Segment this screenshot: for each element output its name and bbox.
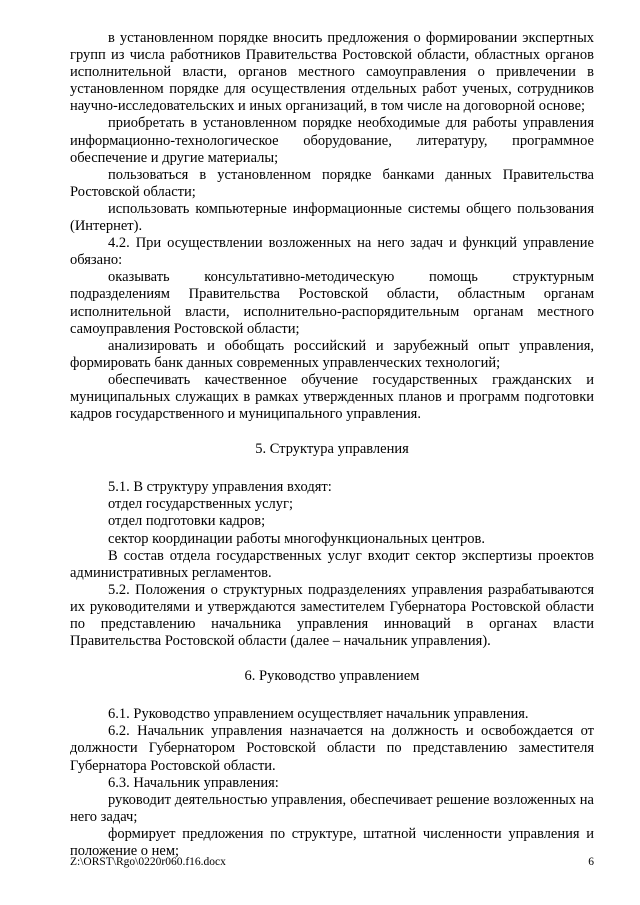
- paragraph: приобретать в установленном порядке необходимые для работы управления информационно-технологическое оборудование, литературу, программное обеспечение и другие материалы;: [70, 115, 594, 166]
- paragraph: 5.2. Положения о структурных подразделениях управления разрабатываются их руководителями и утверждаются заместителем Губернатора Ростовской области по представлению начальника управления инноваций в органах власти Правительства Ростовской области (далее – начальник управления).: [70, 581, 594, 650]
- paragraph: отдел государственных услуг;: [108, 496, 293, 513]
- paragraph: сектор координации работы многофункциональных центров.: [108, 530, 485, 547]
- paragraph: 6.3. Начальник управления:: [108, 774, 279, 791]
- section-heading: 5. Структура управления: [255, 441, 409, 458]
- paragraph: анализировать и обобщать российский и зарубежный опыт управления, формировать банк данных современных управленческих технологий;: [70, 337, 594, 371]
- paragraph: 6.1. Руководство управлением осуществляет начальник управления.: [108, 706, 529, 723]
- footer-file-path: Z:\ORST\Rgo\0220r060.f16.docx: [70, 856, 226, 868]
- paragraph: 5.1. В структуру управления входят:: [108, 479, 332, 496]
- paragraph: использовать компьютерные информационные системы общего пользования (Интернет).: [70, 200, 594, 235]
- paragraph: формирует предложения по структуре, штатной численности управления и положение о нем;: [70, 825, 594, 860]
- paragraph: пользоваться в установленном порядке банками данных Правительства Ростовской области;: [70, 166, 594, 200]
- paragraph: оказывать консультативно-методическую помощь структурным подразделениям Правительства Ростовской области, областным органам исполнительной власти, исполнительно-распорядительным органам местного самоуправления Ростовской области;: [70, 269, 594, 337]
- paragraph: руководит деятельностью управления, обеспечивает решение возложенных на него задач;: [70, 791, 594, 825]
- paragraph: 4.2. При осуществлении возложенных на него задач и функций управление обязано:: [70, 235, 594, 269]
- paragraph: в установленном порядке вносить предложения о формировании экспертных групп из числа работников Правительства Ростовской области, областных органов исполнительной власти, органов местного самоуправления о привлечении в установленном порядке для осуществления отдельных работ ученых, сотрудников научно-исследовательских и иных организаций, в том числе на договорной основе;: [70, 30, 594, 115]
- page-footer: [70, 856, 594, 868]
- section-heading: 6. Руководство управлением: [244, 668, 420, 685]
- document-body: [70, 30, 594, 860]
- paragraph: обеспечивать качественное обучение государственных гражданских и муниципальных служащих в рамках утвержденных планов и программ подготовки кадров государственного и муниципального управления.: [70, 371, 594, 423]
- paragraph: отдел подготовки кадров;: [108, 513, 266, 530]
- paragraph: 6.2. Начальник управления назначается на должность и освобождается от должности Губернатором Ростовской области по представлению заместителя Губернатора Ростовской области.: [70, 723, 594, 774]
- paragraph: В состав отдела государственных услуг входит сектор экспертизы проектов административных регламентов.: [70, 547, 594, 581]
- page-number: 6: [588, 856, 594, 868]
